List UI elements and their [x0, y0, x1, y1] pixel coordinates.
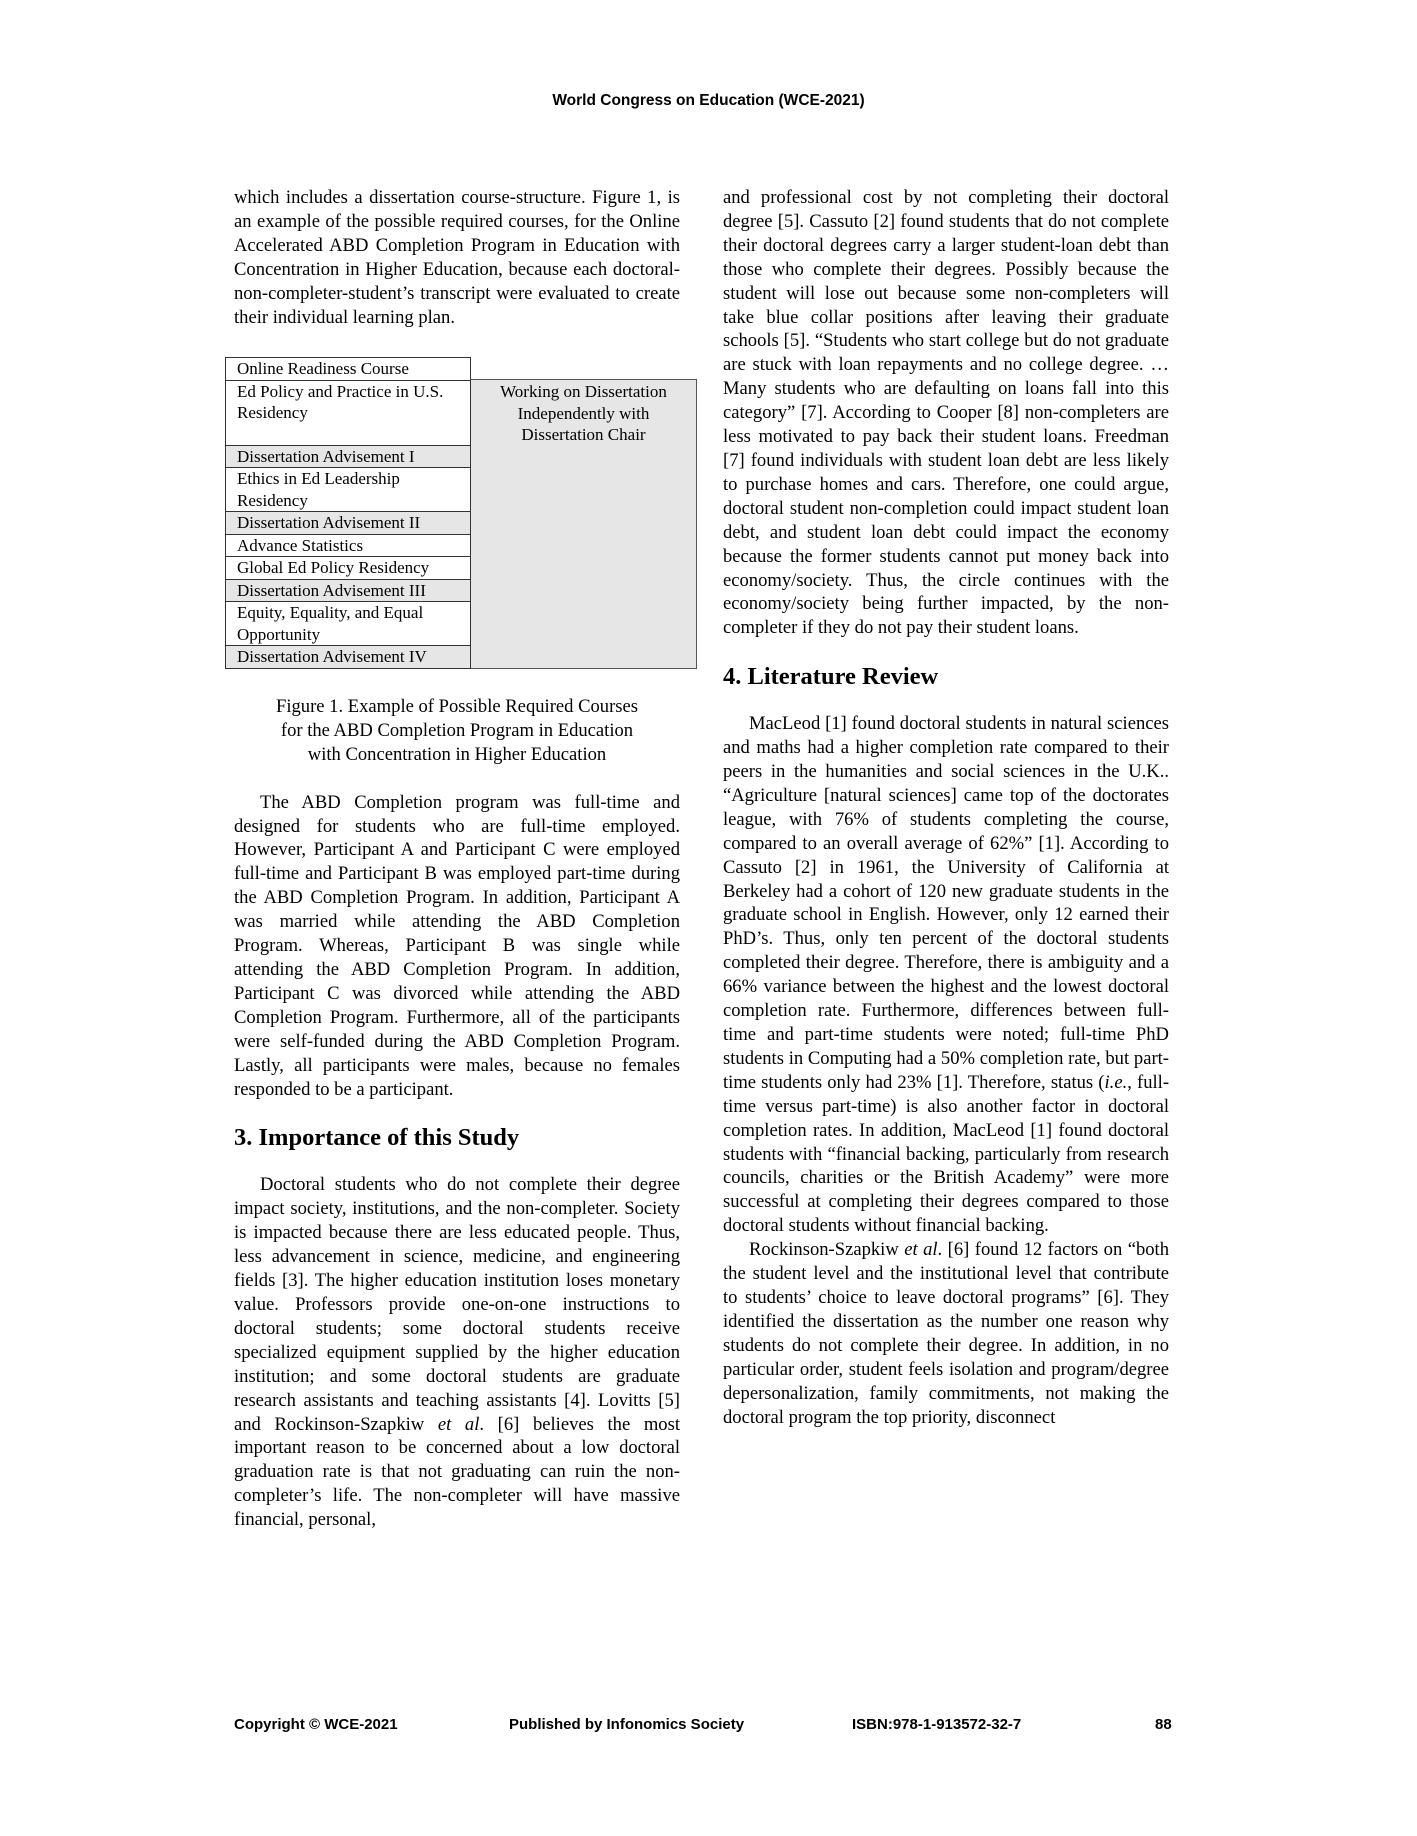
left-column	[234, 186, 680, 1532]
text-run: . [6] believes the most important reason to be concerned about a low doctoral graduation rate is that not graduating can ruin the non-completer’s life. The non-completer will have massive financial, personal,	[234, 1413, 680, 1531]
section-4-paragraph-1	[723, 712, 1169, 1238]
footer-copyright: Copyright © WCE-2021	[234, 1716, 398, 1733]
text-run: Doctoral students who do not complete their degree impact society, institutions, and the non-completer. Society is impacted because there are less educated people. Thus, less advancement in science, medicine, and engineering fields [3]. The higher education institution loses monetary value. Professors provide one-on-one instructions to doctoral students; some doctoral students receive specialized equipment supplied by the higher education institution; and some doctoral students are graduate research assistants and teaching assistants [4]. Lovitts [5] and Rockinson-Szapkiw	[234, 1174, 680, 1435]
text-run: MacLeod [1] found doctoral students in natural sciences and maths had a higher completion rate compared to their peers in the humanities and social sciences in the U.K.. “Agriculture [natural sciences] came top of the doctorates league, with 76% of students completing the course, compared to an overall average of 62%” [1]. According to Cassuto [2] in 1961, the University of California at Berkeley had a cohort of 120 new graduate students in the graduate school in English. However, only 12 earned their PhD’s. Thus, only ten percent of the doctoral students completed their degree. Therefore, there is ambiguity and a 66% variance between the highest and the lowest doctoral completion rate. Furthermore, differences between full-time and part-time students were noted; full-time PhD students in Computing had a 50% completion rate, but part-time students only had 23% [1]. Therefore, status (	[723, 713, 1169, 1093]
course-cell: Ed Policy and Practice in U.S. Residency	[225, 381, 471, 446]
caption-line: with Concentration in Higher Education	[307, 743, 607, 765]
section-3-paragraph	[234, 1173, 680, 1532]
page-footer	[0, 1716, 1417, 1740]
intro-paragraph: which includes a dissertation course-structure. Figure 1, is an example of the possible required courses, for the Online Accelerated ABD Completion Program in Education with Concentration in Higher Education, because each doctoral-non-completer-student’s transcript were evaluated to create their individual learning plan.	[234, 187, 680, 328]
footer-publisher: Published by Infonomics Society	[509, 1716, 745, 1733]
right-column	[723, 186, 1169, 1429]
text-run-italic: et al	[904, 1239, 938, 1261]
footer-isbn: ISBN:978-1-913572-32-7	[852, 1716, 1022, 1733]
course-cell: Dissertation Advisement IV	[225, 646, 471, 669]
text-run: Rockinson-Szapkiw	[749, 1239, 905, 1261]
course-cell: Equity, Equality, and Equal Opportunity	[225, 602, 471, 646]
section-3-heading: 3. Importance of this Study	[234, 1124, 520, 1152]
side-block-line: Dissertation Chair	[521, 425, 646, 445]
course-cell: Global Ed Policy Residency	[225, 557, 471, 580]
participants-paragraph: The ABD Completion program was full-time and designed for students who are full-time employed. However, Participant A and Participant C were employed full-time and Participant B was employed part-time during the ABD Completion Program. In addition, Participant A was married while attending the ABD Completion Program. Whereas, Participant B was single while attending the ABD Completion Program. In addition, Participant C was divorced while attending the ABD Completion Program. Furthermore, all of the participants were self-funded during the ABD Completion Program. Lastly, all participants were males, because no females responded to be a participant.	[234, 791, 680, 1100]
course-cell: Dissertation Advisement II	[225, 512, 471, 535]
dissertation-chair-block	[471, 379, 697, 669]
text-run-italic: et al	[437, 1413, 480, 1435]
caption-line: Figure 1. Example of Possible Required Courses	[275, 695, 638, 717]
course-cell: Dissertation Advisement I	[225, 446, 471, 469]
section-4-paragraph-2	[723, 1238, 1169, 1429]
side-block-line: Working on Dissertation	[500, 382, 667, 402]
text-run-italic: i.e.	[1104, 1071, 1128, 1093]
text-run: , full-time versus part-time) is also another factor in doctoral completion rates. In addition, MacLeod [1] found doctoral students with “financial backing, particularly from research councils, charities or the British Academy” were more successful at completing their degrees compared to those doctoral students without financial backing.	[723, 1071, 1170, 1237]
section-4-heading: 4. Literature Review	[723, 663, 939, 691]
figure-caption	[234, 695, 680, 767]
text-run: . [6] found 12 factors on “both the student level and the institutional level that contribute to students’ choice to leave doctoral programs” [6]. They identified the dissertation as the number one reason why students do not complete their degree. In addition, in no particular order, student feels isolation and program/degree depersonalization, family commitments, not making the doctoral program the top priority, disconnect	[723, 1239, 1170, 1428]
continuation-paragraph: and professional cost by not completing their doctoral degree [5]. Cassuto [2] found students that do not complete their doctoral degrees carry a larger student-loan debt than those who complete their degrees. Possibly because the student will lose out because some non-completers will take blue collar positions after leaving their graduate schools [5]. “Students who start college but do not graduate are stuck with loan repayments and no college degree. … Many students who are defaulting on loans fall into this category” [7]. According to Cooper [8] non-completers are less motivated to pay back their student loans. Freedman [7] found individuals with student loan debt are less likely to purchase homes and cars. Therefore, one could argue, doctoral student non-completion could impact student loan debt, and student loan debt could impact the economy because the former students cannot put money back into economy/society. Thus, the circle continues with the economy/society being further impacted, by the non-completer if they do not pay their student loans.	[723, 187, 1169, 639]
caption-line: for the ABD Completion Program in Education	[280, 719, 634, 741]
running-header: World Congress on Education (WCE-2021)	[552, 92, 865, 109]
course-cell: Online Readiness Course	[225, 357, 471, 381]
footer-page-number: 88	[1155, 1716, 1172, 1733]
side-block-line: Independently with	[517, 403, 650, 423]
figure-1-course-table	[225, 357, 697, 669]
course-cell: Dissertation Advisement III	[225, 580, 471, 603]
course-cell: Advance Statistics	[225, 535, 471, 558]
course-cell: Ethics in Ed Leadership Residency	[225, 468, 471, 512]
